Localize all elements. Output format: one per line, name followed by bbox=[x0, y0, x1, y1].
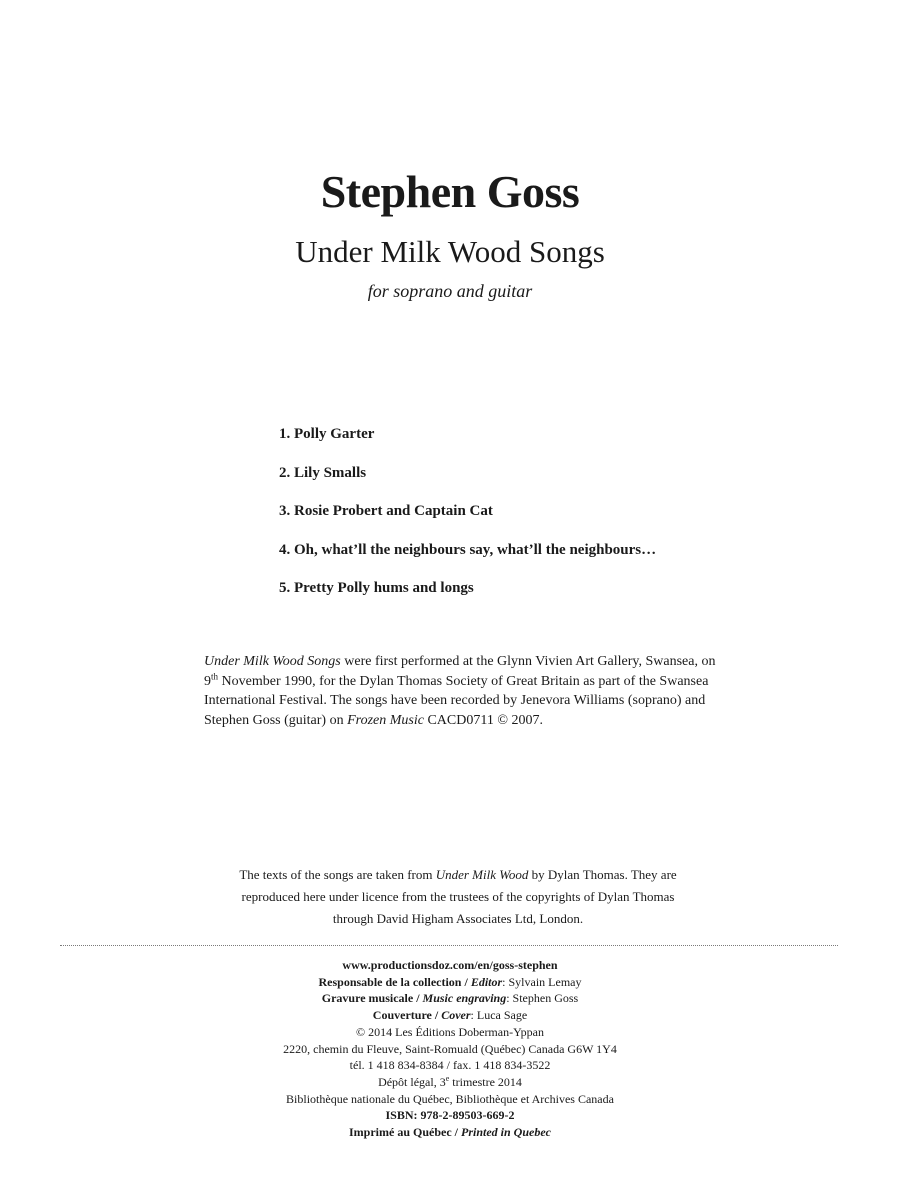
editor-label-en: Editor bbox=[470, 974, 503, 989]
performance-note-text: November 1990, for the Dylan Thomas Society of Great Britain as part of the Swansea International Festival. The songs have been recorded by Jenevora Williams (soprano) and Stephen Goss (guitar) on bbox=[204, 673, 709, 728]
song-item: 4. Oh, what’ll the neighbours say, what’ll the neighbours… bbox=[279, 541, 657, 558]
performance-note-work-title: Under Milk Wood Songs bbox=[204, 654, 341, 669]
performance-note-text: CACD0711 © 2007. bbox=[423, 712, 543, 728]
engraving-label-en: Music engraving bbox=[422, 991, 507, 1006]
copyright-note-line bbox=[0, 864, 900, 886]
instrumentation: for soprano and guitar bbox=[367, 281, 533, 301]
copyright-note-line: through David Higham Associates Ltd, London. bbox=[332, 911, 584, 926]
song-item: 3. Rosie Probert and Captain Cat bbox=[279, 503, 493, 519]
editor-credit bbox=[0, 974, 900, 991]
colophon bbox=[0, 957, 900, 1141]
engraving-name: : Stephen Goss bbox=[506, 991, 579, 1006]
engraving-credit bbox=[0, 990, 900, 1007]
divider bbox=[60, 945, 838, 946]
performance-note-text: were first performed at the Glynn Vivien Art Gallery, Swansea, on 9 bbox=[204, 654, 716, 689]
date-ordinal-suffix: th bbox=[211, 670, 219, 681]
editor-label-fr: Responsable de la collection / bbox=[318, 974, 471, 989]
publisher-website bbox=[0, 957, 900, 974]
performance-note bbox=[204, 652, 724, 730]
printed-in bbox=[0, 1124, 900, 1141]
printed-fr: Imprimé au Québec / bbox=[349, 1125, 461, 1140]
printed-en: Printed in Quebec bbox=[461, 1125, 551, 1140]
engraving-label-fr: Gravure musicale / bbox=[321, 991, 423, 1006]
website-text: www.productionsdoz.com/en/goss-stephen bbox=[342, 958, 558, 972]
song-item: 1. Polly Garter bbox=[279, 426, 375, 442]
work-title: Under Milk Wood Songs bbox=[295, 234, 605, 269]
song-list bbox=[279, 424, 656, 617]
copyright-text: The texts of the songs are taken from bbox=[239, 867, 436, 882]
publisher-copyright: © 2014 Les Éditions Doberman-Yppan bbox=[356, 1024, 544, 1039]
editor-name: : Sylvain Lemay bbox=[502, 974, 582, 989]
composer-name: Stephen Goss bbox=[320, 166, 580, 217]
song-item: 5. Pretty Polly hums and longs bbox=[279, 580, 474, 596]
cover-name: : Luca Sage bbox=[470, 1008, 528, 1023]
legal-deposit-text: trimestre 2014 bbox=[449, 1074, 522, 1089]
ordinal-suffix: e bbox=[445, 1073, 450, 1083]
album-title: Frozen Music bbox=[347, 712, 424, 728]
legal-deposit-text: Dépôt légal, 3 bbox=[378, 1074, 446, 1089]
source-title: Under Milk Wood bbox=[435, 867, 529, 882]
legal-deposit bbox=[0, 1074, 900, 1091]
cover-label-en: Cover bbox=[441, 1008, 471, 1023]
publisher-phone: tél. 1 418 834-8384 / fax. 1 418 834-3522 bbox=[349, 1058, 551, 1073]
copyright-note-line: reproduced here under licence from the trustees of the copyrights of Dylan Thomas bbox=[241, 889, 675, 904]
cover-label-fr: Couverture / bbox=[372, 1008, 442, 1023]
publisher-address: 2220, chemin du Fleuve, Saint-Romuald (Québec) Canada G6W 1Y4 bbox=[283, 1041, 617, 1056]
song-item: 2. Lily Smalls bbox=[279, 464, 367, 481]
cover-credit bbox=[0, 1007, 900, 1024]
isbn bbox=[0, 1107, 900, 1124]
isbn-text: ISBN: 978-2-89503-669-2 bbox=[385, 1108, 515, 1123]
copyright-note bbox=[0, 864, 900, 930]
copyright-text: by Dylan Thomas. They are bbox=[528, 867, 677, 882]
libraries: Bibliothèque nationale du Québec, Bibliothèque et Archives Canada bbox=[286, 1091, 614, 1106]
